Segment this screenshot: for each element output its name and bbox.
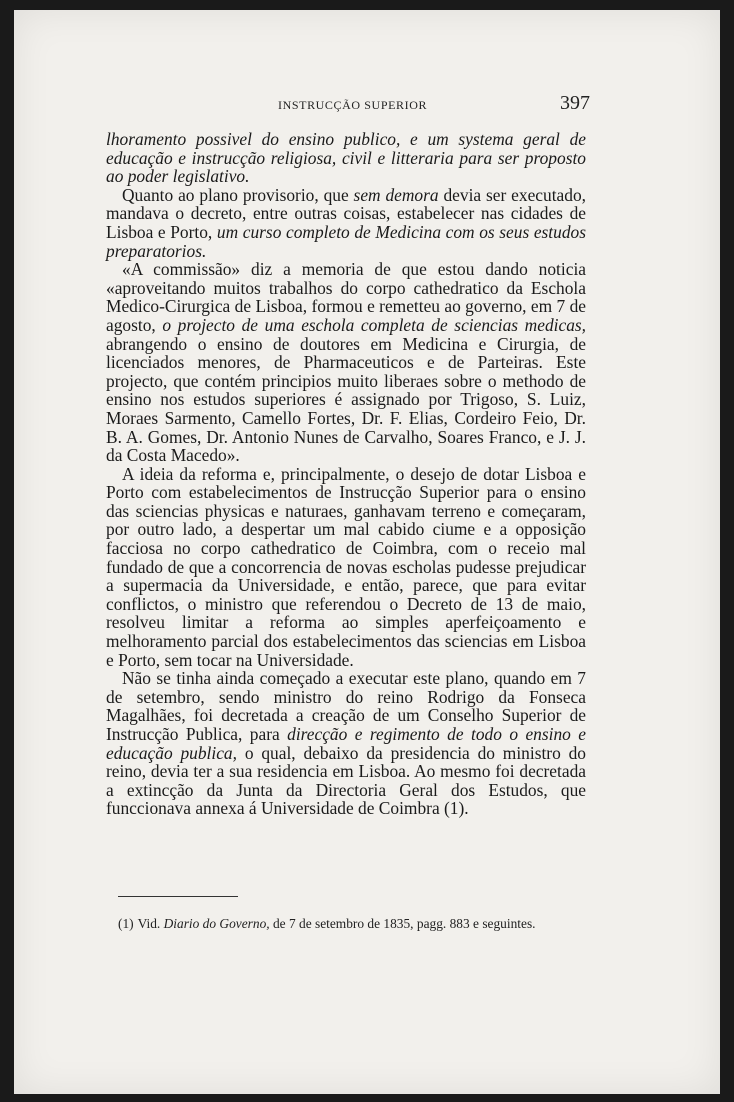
paragraph-1	[106, 130, 586, 186]
paragraph-5-run-1: Não se tinha ainda começado a executar este plano, quando em 7 de setembro, sendo ministro do reino Rodrigo da Fonseca Magalhães, foi decretada a creação de um Conselho Superior de Instrucção Publica, para	[106, 668, 586, 744]
footnote-mark: (1)	[118, 916, 134, 931]
body-text	[106, 130, 586, 818]
footnote-separator	[118, 896, 238, 897]
footnote-run-1: Vid.	[137, 916, 164, 931]
paragraph-2-run-2: sem demora	[353, 184, 439, 205]
running-title: INSTRUCÇÃO SUPERIOR	[278, 98, 428, 112]
paragraph-3-run-3: abrangendo o ensino de doutores em Medicina e Cirurgia, de licenciados menores, de Pharmaceuticos e de Parteiras. Este projecto, que contém principios muito liberaes sobre o methodo de ensino nos estudos superiores é assignado por Trigoso, S. Luiz, Moraes Sarmento, Camello Fortes, Dr. F. Elias, Cordeiro Feio, Dr. B. A. Gomes, Dr. Antonio Nunes de Carvalho, Soares Franco, e J. J. da Costa Macedo».	[106, 333, 586, 466]
paragraph-4-run-1: A ideia da reforma e, principalmente, o desejo de dotar Lisboa e Porto com estabelecimentos de Instrucção Superior para o ensino das sciencias physicas e naturaes, ganhavam terreno e começaram, por outro lado, a despertar um mal cabido ciume e a opposição facciosa no corpo cathedratico de Coimbra, com o receio mal fundado de que a concorrencia de novas escholas pudesse prejudicar a supermacia da Universidade, e então, parece, que para evitar conflictos, o ministro que referendou o Decreto de 13 de maio, resolveu limitar a reforma ao simples aperfeiçoamento e melhoramento parcial dos estabelecimentos das sciencias em Lisboa e Porto, sem tocar na Universidade.	[106, 463, 586, 670]
paragraph-1-run-1: lhoramento possivel do ensino publico, e um systema geral de educação e instrucção religiosa, civil e litteraria para ser proposto ao poder legislativo.	[106, 129, 586, 187]
footnote-run-2: Diario do Governo,	[163, 916, 270, 931]
footnote-text	[138, 916, 536, 931]
paragraph-2-run-1: Quanto ao plano provisorio, que	[122, 184, 354, 205]
paragraph-4	[106, 465, 586, 670]
paragraph-5-run-3: o qual, debaixo da presidencia do ministro do reino, devia ter a sua residencia em Lisboa. Ao mesmo foi decretada a extincção da Junta da Directoria Geral dos Estudos, que funccionava annexa á Universidade de Coimbra (1).	[106, 742, 586, 819]
page-header	[106, 94, 590, 118]
footnote-run-3: de 7 de setembro de 1835, pagg. 883 e seguintes.	[269, 916, 536, 931]
paragraph-2	[106, 186, 586, 260]
footnote	[118, 916, 590, 931]
paragraph-2-run-4: um curso completo de Medicina com os seus estudos preparatorios.	[106, 221, 586, 261]
paragraph-5-run-2: direcção e regimento de todo o ensino e educação publica,	[106, 724, 586, 763]
paragraph-5	[106, 669, 586, 818]
paragraph-3-run-2: o projecto de uma eschola completa de sciencias medicas,	[162, 314, 586, 335]
paragraph-3	[106, 260, 586, 465]
paragraph-3-run-1: «A commissão» diz a memoria de que estou dando noticia «aproveitando muitos trabalhos do corpo cathedratico da Eschola Medico-Cirurgica de Lisboa, formou e remetteu ao governo, em 7 de agosto,	[106, 259, 586, 335]
paragraph-2-run-3: devia ser executado, mandava o decreto, entre outras coisas, estabelecer nas cidades de Lisboa e Porto,	[106, 184, 586, 242]
book-page	[14, 10, 720, 1094]
page-number: 397	[560, 92, 590, 114]
